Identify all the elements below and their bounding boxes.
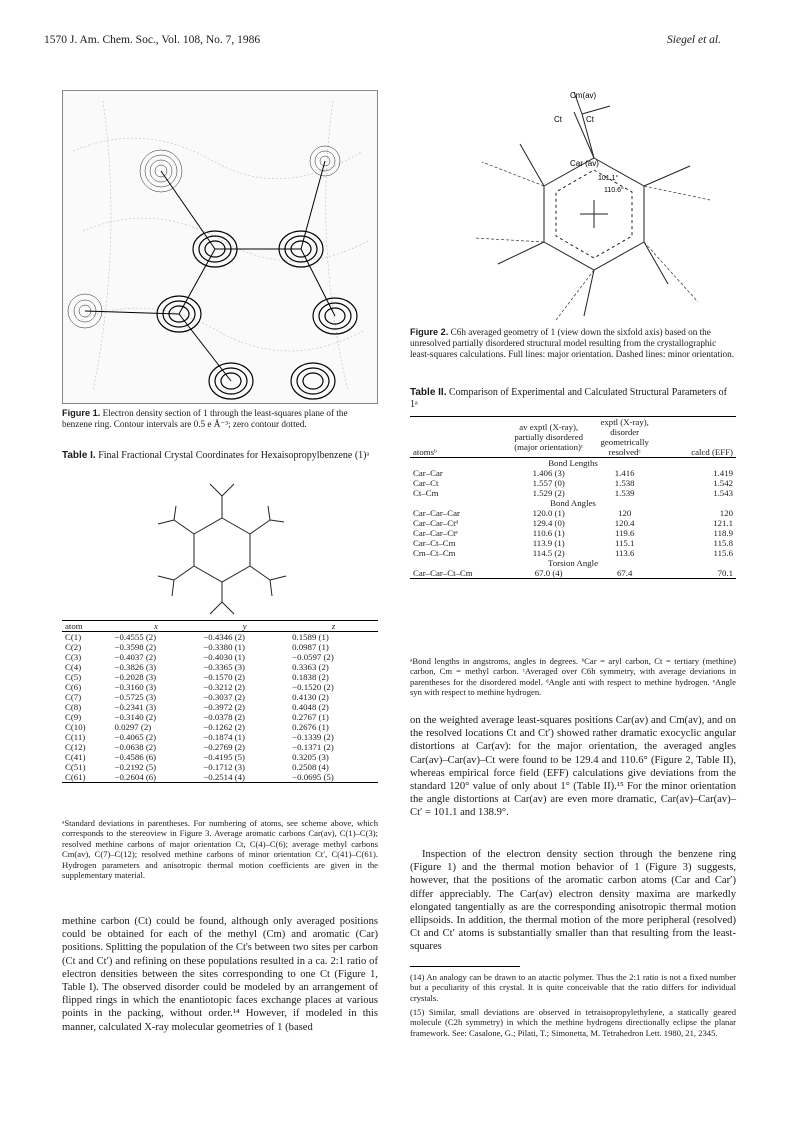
- table1-row: [62, 692, 378, 702]
- table2-cell: 1.539: [614, 488, 635, 498]
- table1-cell: −0.4030 (1): [203, 652, 245, 662]
- table1-cell: −0.3212 (2): [203, 682, 245, 692]
- table2-row: [410, 528, 736, 538]
- table1-cell: C(2): [65, 642, 82, 652]
- table1-header-y: y: [242, 621, 247, 631]
- table1-cell: −0.4195 (5): [203, 752, 245, 762]
- table1-row: [62, 642, 378, 652]
- table1-cell: −0.0695 (5): [292, 772, 334, 782]
- table1-header-z: z: [331, 621, 336, 631]
- table2-cell: 114.5 (2): [532, 548, 565, 558]
- table2-row: [410, 488, 736, 498]
- table1-cell: −0.2192 (5): [114, 762, 157, 772]
- table2-section-row: [410, 458, 736, 469]
- table1-cell: 0.2676 (1): [292, 722, 329, 732]
- table2-cell: Car–Car–Ctᵉ: [413, 528, 458, 538]
- table2-cell: 1.542: [713, 478, 733, 488]
- table2-row: [410, 518, 736, 528]
- fig2-label-ct2: Ct: [586, 115, 594, 124]
- table2-cell: 119.6: [614, 528, 635, 538]
- table1-cell: −0.1262 (2): [203, 722, 245, 732]
- table1-row: [62, 672, 378, 682]
- table1-cell: C(8): [65, 702, 82, 712]
- table1-cell: −0.4346 (2): [203, 632, 245, 642]
- table1-row: [62, 722, 378, 732]
- table1-row: [62, 702, 378, 712]
- table1-row: [62, 662, 378, 672]
- table1-cell: C(3): [65, 652, 82, 662]
- table1-cell: −0.3037 (2): [203, 692, 245, 702]
- table1-footnote: ᵃStandard deviations in parentheses. For numbering of atoms, see scheme above, which corresponds to the stereoview in Figure 3. Average aromatic carbons Car(av), C(1)–C(3); resolved methine carbons of major orientation Ct, C(4)–C(6); average methyl carbons Cm(av), C(7)–C(12); resolved methine carbons of minor orientation Ct′, C(41)–C(61). Hydrogen parameters and anisotropic thermal motion coefficients are given in the supplementary material.: [62, 818, 378, 881]
- table2-cell: 1.529 (2): [532, 488, 565, 498]
- table1-cell: 0.3363 (2): [292, 662, 329, 672]
- table2-row: [410, 548, 736, 558]
- table1-cell: −0.1570 (2): [203, 672, 245, 682]
- table2-cell: 115.8: [713, 538, 733, 548]
- table2-cell: 70.1: [717, 568, 733, 578]
- table2-cell: 67.4: [616, 568, 633, 578]
- table2-cell: 1.416: [614, 468, 635, 478]
- fig2-label-angle1: 101.1°: [598, 175, 619, 182]
- electron-density-map: [63, 91, 377, 403]
- table2-cell: 115.6: [713, 548, 733, 558]
- table1-title-label: Table I.: [62, 450, 96, 461]
- table2-section-row: [410, 558, 736, 568]
- table1-cell: −0.0638 (2): [114, 742, 157, 752]
- table1-cell: 0.4048 (2): [292, 702, 329, 712]
- table2-cell: Car–Car–Car: [413, 508, 460, 518]
- table2-footnote: ᵃBond lengths in angstroms, angles in degrees. ᵇCar = aryl carbon, Ct = tertiary (methine) carbon, Cm = methyl carbon. ᶜAveraged over C6h symmetry, with average deviations in parentheses for the disordered model. ᵈAngle anti with respect to methine hydrogen. ᵉAngle syn with respect to methine hydrogen.: [410, 656, 736, 698]
- table2-cell: 1.557 (0): [532, 478, 565, 488]
- table2-cell: 115.1: [614, 538, 635, 548]
- table1-cell: 0.1589 (1): [292, 632, 329, 642]
- table1-cell: −0.0597 (2): [292, 652, 334, 662]
- table1-cell: C(11): [65, 732, 86, 742]
- footnote-14: (14) An analogy can be drawn to an atactic polymer. Thus the 2:1 ratio is not a fixed number but a peculiarity of this crystal. It is quite conceivable that the ratio differs for individual crystals.: [410, 972, 736, 1003]
- table2-row: [410, 508, 736, 518]
- table1-cell: C(51): [65, 762, 86, 772]
- body-text-right-1: on the weighted average least-squares positions Car(av) and Cm(av), and on the resolved locations Ct and Ct′) showed rather dramatic exocyclic angular distortions at Car(av): for the major orientation, the averaged angles Car(av)–Car(av)–Ct were found to be 129.4 and 110.6° (Figure 2, Table II), whereas empirical force field (EFF) calculations give deviations from the standard 120° value of only about 1° (Table II).¹⁵ For the minor orientation the angle distortions at Car(av) are even more dramatic, Car(av)–Car(av)–Ct′ = 101.1 and 138.9°.: [410, 715, 736, 819]
- figure2-image: [462, 88, 722, 326]
- table1-cell: −0.2604 (6): [114, 772, 157, 782]
- table2-section-row: [410, 498, 736, 508]
- table2-row: [410, 478, 736, 488]
- figure2-caption: C6h averaged geometry of 1 (view down the sixfold axis) based on the unresolved partially disordered structural model resulting from the crystallographic least-squares calculations. Full lines: major orientation. Dashed lines: minor orientation.: [410, 327, 735, 359]
- fig2-label-car: Car (av): [570, 159, 599, 168]
- table1-row: [62, 632, 378, 643]
- table2-cell: Ct–Cm: [413, 488, 439, 498]
- table2-cell: 113.9 (1): [532, 538, 565, 548]
- numbering-scheme-drawing: [132, 478, 312, 618]
- table2-section-heading: Bond Angles: [550, 498, 596, 508]
- table1-cell: −0.1712 (3): [203, 762, 245, 772]
- table1-body: [62, 632, 378, 783]
- table1-title: Final Fractional Crystal Coordinates for Hexaisopropylbenzene (1)ᵃ: [98, 450, 370, 461]
- table1-cell: −0.4065 (2): [114, 732, 157, 742]
- table2-cell: 129.4 (0): [532, 518, 565, 528]
- table2-cell: Cm–Ct–Cm: [413, 548, 456, 558]
- table1-cell: C(6): [65, 682, 82, 692]
- table1-cell: C(10): [65, 722, 86, 732]
- figure1-image: [62, 90, 378, 404]
- table2-row: [410, 468, 736, 478]
- table1-cell: 0.4130 (2): [292, 692, 329, 702]
- table1-cell: −0.1520 (2): [292, 682, 334, 692]
- table1-cell: 0.2767 (1): [292, 712, 329, 722]
- fig2-label-ct1: Ct: [554, 115, 562, 124]
- table2-section-heading: Bond Lengths: [548, 458, 598, 468]
- table2-cell: Car–Car–Ct–Cm: [413, 568, 473, 578]
- table1-cell: −0.0378 (2): [203, 712, 245, 722]
- table2-header-av-exptl: av exptl (X-ray), partially disordered (major orientation)ᶜ: [514, 422, 584, 452]
- table1-cell: C(5): [65, 672, 82, 682]
- table2-cell: 67.0 (4): [534, 568, 563, 578]
- table2-cell: Car–Ct: [413, 478, 439, 488]
- table2-cell: 110.6 (1): [532, 528, 565, 538]
- table1-cell: −0.3365 (3): [203, 662, 245, 672]
- table1-cell: 0.3205 (3): [292, 752, 329, 762]
- table2-cell: 120: [719, 508, 733, 518]
- table1-row: [62, 652, 378, 662]
- table2-header-atoms: atomsᵇ: [413, 447, 437, 457]
- table2-cell: Car–Car–Ctᵈ: [413, 518, 459, 528]
- table1-cell: C(4): [65, 662, 82, 672]
- table2-cell: Car–Ct–Cm: [413, 538, 456, 548]
- figure1-caption: Electron density section of 1 through the least-squares plane of the benzene ring. Contour intervals are 0.5 e Å⁻³; zero contour dotted.: [62, 408, 348, 429]
- table2-body: [410, 458, 736, 579]
- table1-row: [62, 732, 378, 742]
- table1-row: [62, 742, 378, 752]
- table1-cell: −0.3160 (3): [114, 682, 157, 692]
- table2-section-heading: Torsion Angle: [548, 558, 598, 568]
- table1-cell: C(7): [65, 692, 82, 702]
- table1-cell: −0.3972 (2): [203, 702, 245, 712]
- table1-row: [62, 762, 378, 772]
- table1-row: [62, 772, 378, 783]
- table1-cell: −0.1874 (1): [203, 732, 245, 742]
- table2-cell: 113.6: [614, 548, 635, 558]
- footnote-15: (15) Similar, small deviations are observed in tetraisopropylethylene, a statically geared molecule (C2h symmetry) in which the methine hydrogens directionally eclipse the planar framework. See: Casalone, G.; Pilati, T.; Simonetta, M. Tetrahedron Lett. 1980, 21, 2345.: [410, 1007, 736, 1038]
- table1-cell: −0.3380 (1): [203, 642, 245, 652]
- table2-row: [410, 538, 736, 548]
- table1-cell: 0.0987 (1): [292, 642, 329, 652]
- table1-header-atom: atom: [65, 621, 83, 631]
- table2-cell: 120.0 (1): [532, 508, 565, 518]
- table2-row: [410, 568, 736, 579]
- body-text-right-2: Inspection of the electron density section through the benzene ring (Figure 1) and the thermal motion behavior of 1 (Figure 3) suggests, however, that the positions of the aromatic carbon atoms (Car and Car′) differ appreciably. The Car(av) electron density maxima are markedly elongated tangentially as are the corresponding anisotropic thermal motion ellipsoids. In addition, the thermal motion of the more peripheral (resolved) Ct and Ct′ atoms is substantially smaller than that resulting from the least-squares: [410, 849, 736, 953]
- fig2-label-cm: Cm(av): [570, 91, 597, 100]
- table1-cell: C(61): [65, 772, 86, 782]
- table1-cell: 0.1838 (2): [292, 672, 329, 682]
- table1-cell: −0.2028 (3): [114, 672, 157, 682]
- table2-title: Comparison of Experimental and Calculated Structural Parameters of 1ᵃ: [410, 387, 727, 410]
- table2-title-label: Table II.: [410, 387, 447, 398]
- table1-cell: −0.4586 (6): [114, 752, 157, 762]
- table1-cell: C(41): [65, 752, 86, 762]
- table2-cell: 1.406 (3): [532, 468, 565, 478]
- table2-header-calcd: calcd (EFF): [691, 447, 733, 457]
- table1-cell: −0.4037 (2): [114, 652, 157, 662]
- table1-header-x: x: [153, 621, 158, 631]
- table1-cell: −0.1339 (2): [292, 732, 334, 742]
- table1-row: [62, 682, 378, 692]
- table2-cell: 1.419: [713, 468, 733, 478]
- table1-cell: −0.2769 (2): [203, 742, 245, 752]
- figure1-caption-label: Figure 1.: [62, 408, 101, 418]
- table1-cell: 0.2508 (4): [292, 762, 329, 772]
- running-header-left: 1570 J. Am. Chem. Soc., Vol. 108, No. 7, 1986: [44, 34, 261, 46]
- table2-cell: 1.543: [713, 488, 733, 498]
- table1-cell: 0.0297 (2): [114, 722, 152, 732]
- table1-cell: C(12): [65, 742, 86, 752]
- table1-row: [62, 752, 378, 762]
- body-text-left: methine carbon (Ct) could be found, although only averaged positions could be obtained for each of the methyl (Cm) and aromatic (Car) positions. Splitting the population of the Ct's between two sites per carbon (Ct and Ct′) and refining on these populations resulted in a ca. 2:1 ratio of electron densities between the sites corresponding to one Ct (Figure 1, Table I). The observed disorder could be modeled by an arrangement of flipped rings in which the enantiotopic faces exchange places at various points in the packing, without order.¹⁴ However, if modeled in this manner, calculated X-ray molecular geometries of 1 (based: [62, 916, 378, 1033]
- table1-row: [62, 712, 378, 722]
- table1-cell: −0.1371 (2): [292, 742, 334, 752]
- table2-cell: 120.4: [614, 518, 635, 528]
- table1-cell: −0.3598 (2): [114, 642, 157, 652]
- table2-header-exptl: exptl (X-ray), disorder geometrically resolvedᶜ: [600, 417, 649, 457]
- table1-cell: −0.4555 (2): [114, 632, 157, 642]
- table2-cell: 1.538: [614, 478, 635, 488]
- table2-cell: 121.1: [713, 518, 733, 528]
- table1-cell: C(9): [65, 712, 82, 722]
- table2-cell: Car–Car: [413, 468, 443, 478]
- table2-cell: 120: [618, 508, 632, 518]
- table2-cell: 118.9: [713, 528, 733, 538]
- table1-cell: C(1): [65, 632, 82, 642]
- running-header-right: Siegel et al.: [667, 34, 721, 46]
- table1-cell: −0.2514 (4): [203, 772, 245, 782]
- table1-cell: −0.2341 (3): [114, 702, 157, 712]
- table1-cell: −0.3140 (2): [114, 712, 157, 722]
- table1-cell: −0.5725 (3): [114, 692, 157, 702]
- fig2-label-angle2: 110.6°: [604, 187, 624, 194]
- table1-cell: −0.3826 (3): [114, 662, 157, 672]
- figure2-caption-label: Figure 2.: [410, 327, 449, 337]
- table1: [62, 620, 378, 783]
- table2: [410, 416, 736, 579]
- footnote-rule: [410, 966, 520, 967]
